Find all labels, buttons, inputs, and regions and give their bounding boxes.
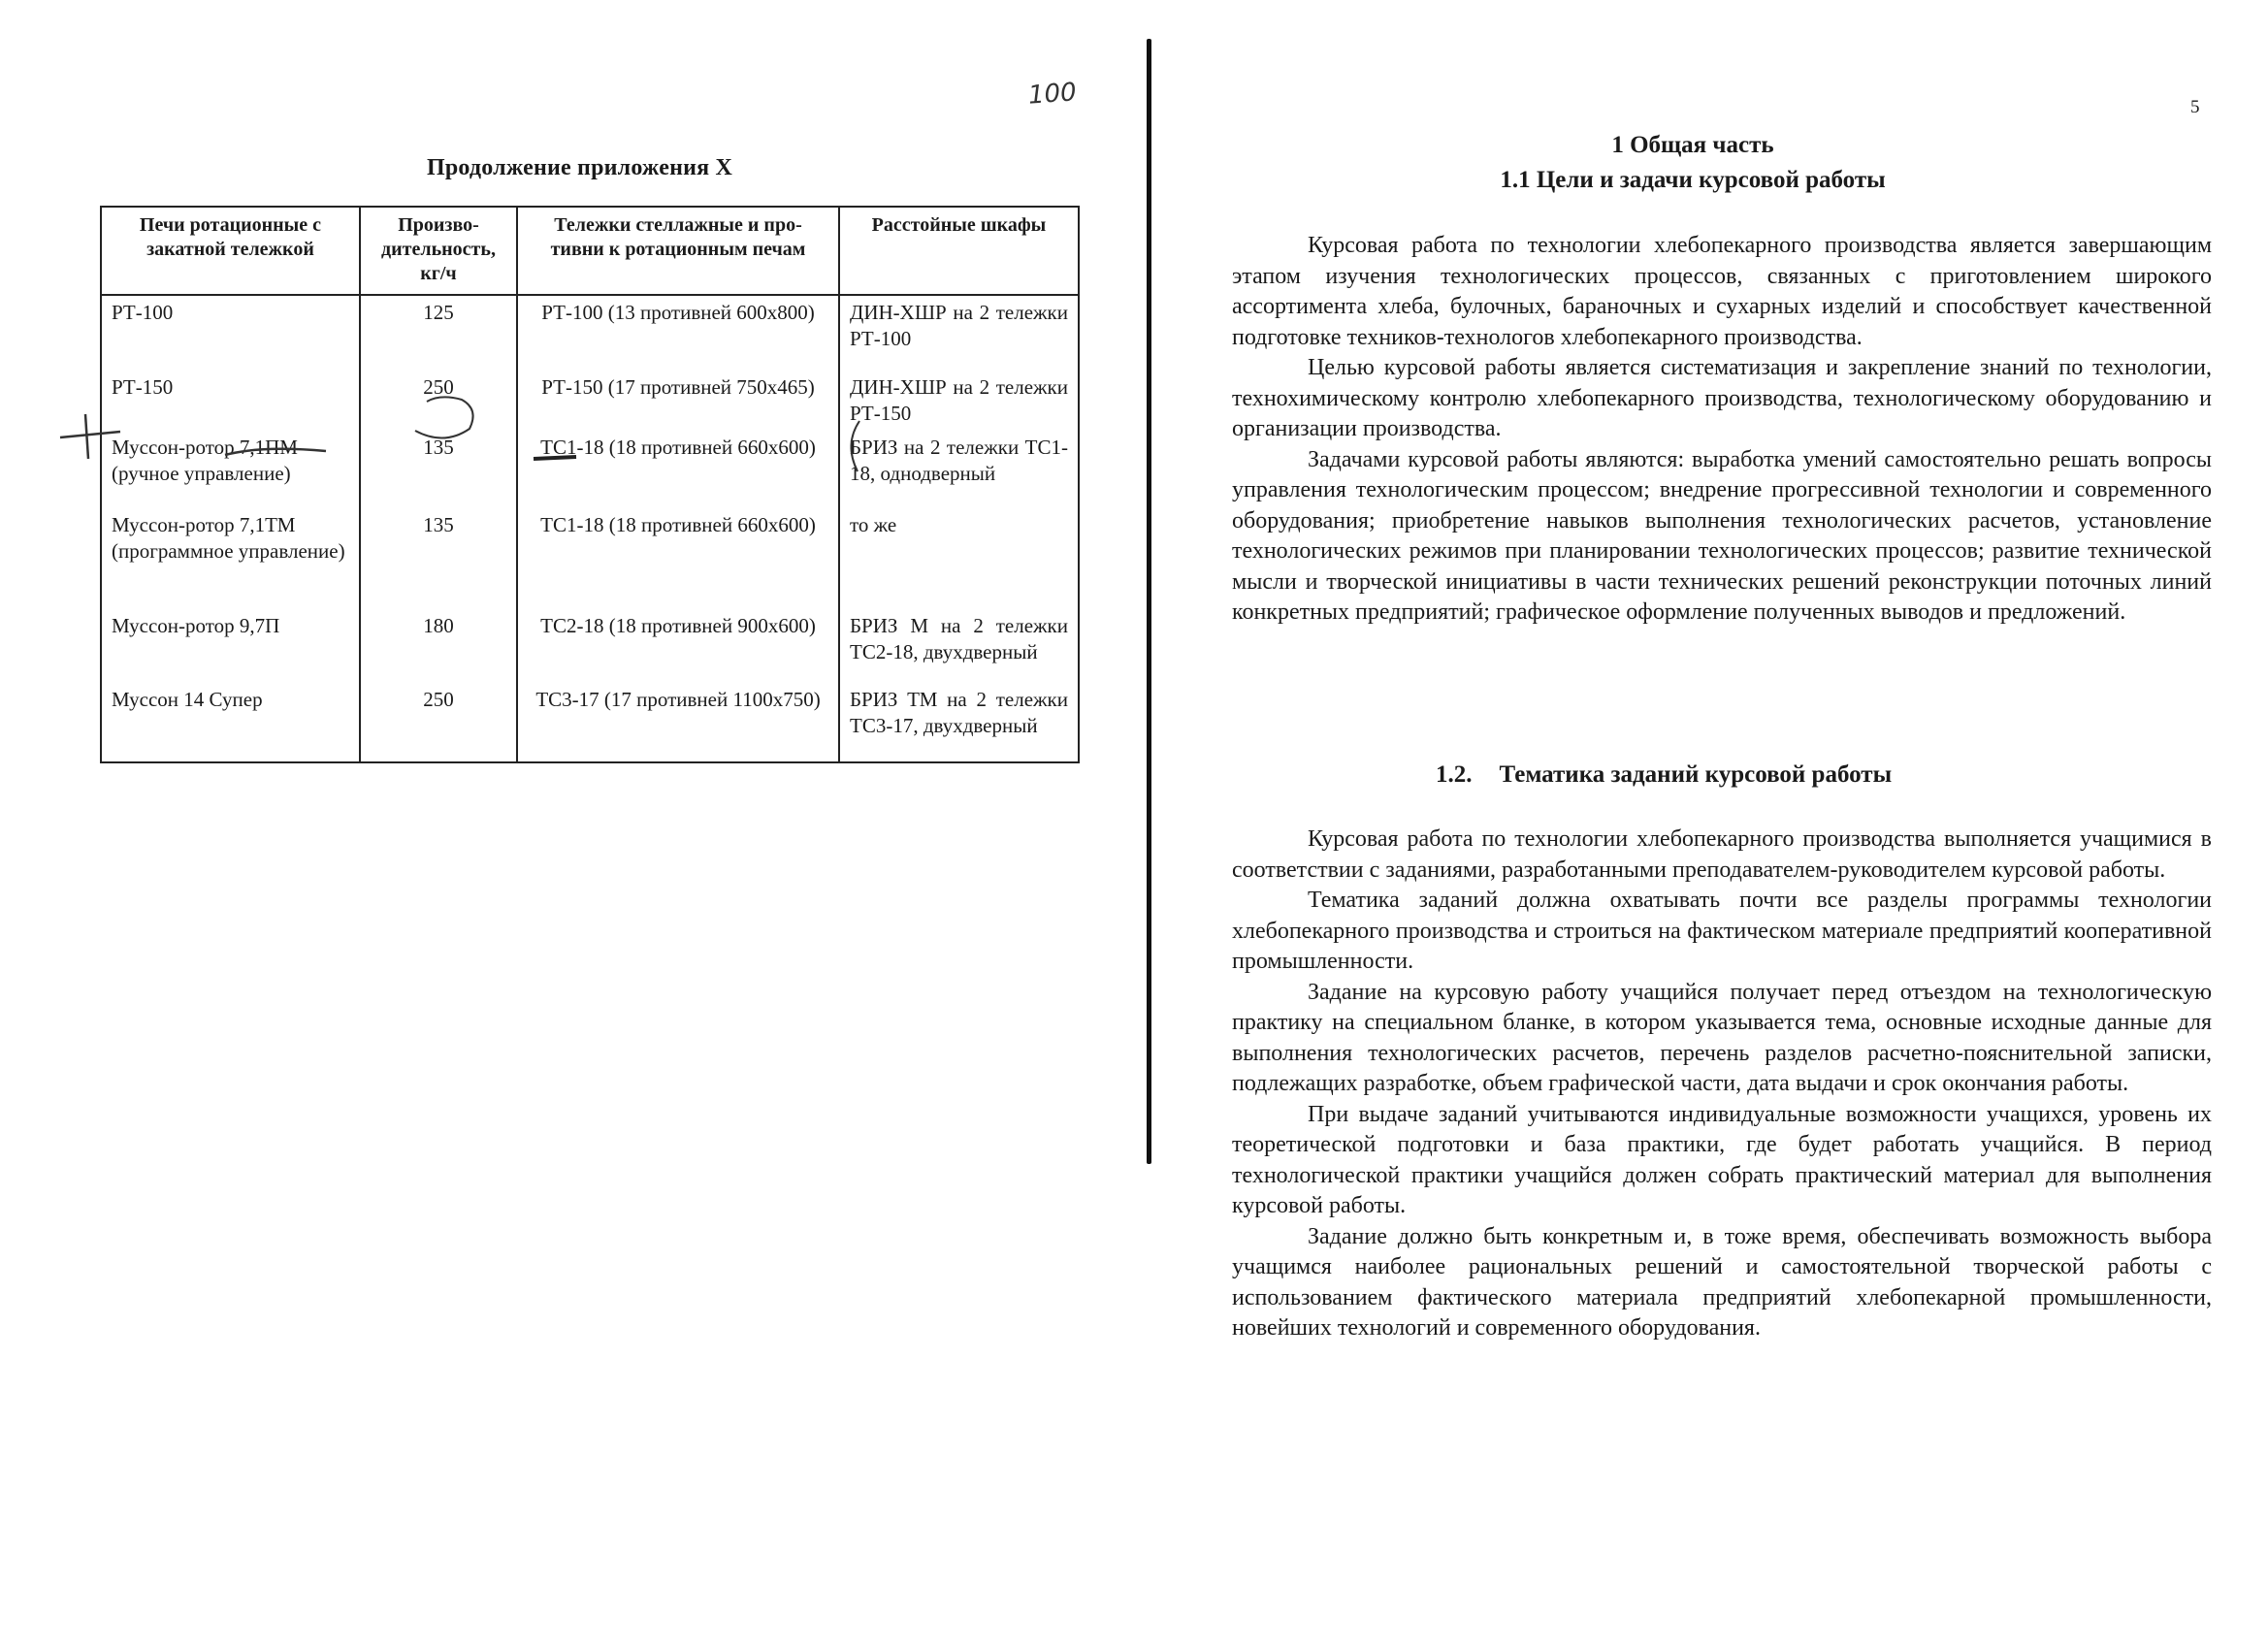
cell-trolley: ТС1-18 (18 противней 660х600) [517, 431, 839, 508]
cell-cabinet: БРИЗ М на 2 тележки ТС2-18, двухдверный [839, 609, 1079, 683]
cell-cabinet: БРИЗ на 2 тележки ТС1-18, однодверный [839, 431, 1079, 508]
handwritten-underline-mark [223, 441, 330, 461]
paragraph: Целью курсовой работы является систематизация и закрепление знаний по технологии, технохимическому контролю хлебопекарного производства, технологическому оборудованию и организации производства. [1232, 355, 2212, 441]
cell-capacity: 135 [360, 431, 517, 508]
page-number: 5 [2190, 97, 2200, 117]
heading-number: 1.2. [1436, 761, 1473, 788]
cell-oven: Муссон 14 Супер [101, 683, 360, 762]
heading-assignment-topics [1436, 761, 1892, 789]
heading-goals-and-tasks: 1.1 Цели и задачи курсовой работы [1500, 167, 1886, 193]
header-proofing-cabinets: Расстойные шкафы [839, 207, 1079, 295]
handwritten-cross-mark [56, 412, 124, 461]
paragraph: Тематика заданий должна охватывать почти все разделы программы технологии хлебопекарного производства и строиться на фактическом материале предприятий кооперативной промышленности. [1232, 888, 2212, 974]
paragraph: Задание на курсовую работу учащийся получает перед отъездом на технологическую практику на специальном бланке, в котором указывается тема, основные исходные данные для выполнения технологических расчетов, перечень разделов расчетно-пояснительной записки, подлежащих разработке, объем графической части, дата выдачи и срок окончания работы. [1232, 979, 2212, 1096]
appendix-title: Продолжение приложения Х [427, 155, 733, 180]
table-row [101, 295, 1079, 371]
cell-oven: Муссон-ротор 7,1ПМ (ручное управление) [101, 431, 360, 508]
handwritten-dash-mark [532, 451, 580, 465]
cell-cabinet: БРИЗ ТМ на 2 тележки ТС3-17, двухдверный [839, 683, 1079, 762]
right-page [1203, 0, 2268, 1649]
cell-capacity: 125 [360, 295, 517, 371]
section-goals-body [1232, 231, 2212, 629]
equipment-table [100, 206, 1080, 763]
paragraph: Курсовая работа по технологии хлебопекарного производства является завершающим этапом изучения технологических процессов, связанных с приготовлением широкого ассортимента хлеба, булочных, бараночных и сухарных изделий и способствует качественной подготовке техников-технологов хлебопекарного производства. [1232, 233, 2212, 350]
cell-capacity: 180 [360, 609, 517, 683]
cell-capacity: 135 [360, 508, 517, 609]
cell-trolley: ТС3-17 (17 противней 1100х750) [517, 683, 839, 762]
handwritten-page-number: 100 [1027, 78, 1078, 111]
heading-general-part: 1 Общая часть [1611, 132, 1774, 158]
handwritten-bracket-mark [840, 417, 863, 475]
cell-capacity: 250 [360, 683, 517, 762]
cell-oven: РТ-150 [101, 371, 360, 431]
table-header-row [101, 207, 1079, 295]
heading-title: Тематика заданий курсовой работы [1499, 761, 1893, 788]
table-row [101, 371, 1079, 431]
table-row [101, 609, 1079, 683]
cell-cabinet: ДИН-ХШР на 2 тележки РТ-150 [839, 371, 1079, 431]
cell-trolley: РТ-150 (17 противней 750х465) [517, 371, 839, 431]
table-row [101, 508, 1079, 609]
handwritten-circle-mark [405, 392, 483, 450]
cell-cabinet: ДИН-ХШР на 2 тележки РТ-100 [839, 295, 1079, 371]
cell-trolley: ТС1-18 (18 противней 660х600) [517, 508, 839, 609]
cell-capacity: 250 [360, 371, 517, 431]
paragraph: Курсовая работа по технологии хлебопекарного производства выполняется учащимися в соответствии с заданиями, разработанными преподавателем-руководителем курсовой работы. [1232, 826, 2212, 883]
cell-trolley: ТС2-18 (18 противней 900х600) [517, 609, 839, 683]
paragraph: Задачами курсовой работы являются: выработка умений самостоятельно решать вопросы управления технологическим процессом; внедрение прогрессивной технологии и современного оборудования; приобретение навыков выполнения технологических расчетов, установление технологических режимов при планировании технологических процессов; развитие технической мысли и творческой инициативы в части технических решений реконструкции поточных линий конкретных предприятий; графическое оформление полученных выводов и предложений. [1232, 446, 2212, 625]
cell-trolley: РТ-100 (13 противней 600х800) [517, 295, 839, 371]
header-capacity: Произво-дительность, кг/ч [360, 207, 517, 295]
paragraph: Задание должно быть конкретным и, в тоже время, обеспечивать возможность выбора учащимся наиболее рациональных решений и самостоятельной творческой работы с использованием фактического материала предприятий хлебопекарной промышленности, новейших технологий и современного оборудования. [1232, 1223, 2212, 1341]
cell-oven: РТ-100 [101, 295, 360, 371]
cell-oven: Муссон-ротор 7,1ТМ (программное управление) [101, 508, 360, 609]
table-row [101, 683, 1079, 762]
section-topics-body [1232, 824, 2212, 1344]
cell-cabinet: то же [839, 508, 1079, 609]
cell-oven: Муссон-ротор 9,7П [101, 609, 360, 683]
header-trolleys: Тележки стеллажные и про-тивни к ротационным печам [517, 207, 839, 295]
header-ovens: Печи ротационные с закатной тележкой [101, 207, 360, 295]
paragraph: При выдаче заданий учитываются индивидуальные возможности учащихся, уровень их теоретической подготовки и база практики, где будет работать учащийся. В период технологической практики учащийся должен собрать практический материал для выполнения курсовой работы. [1232, 1101, 2212, 1218]
page-binding-shadow [1147, 39, 1151, 1164]
